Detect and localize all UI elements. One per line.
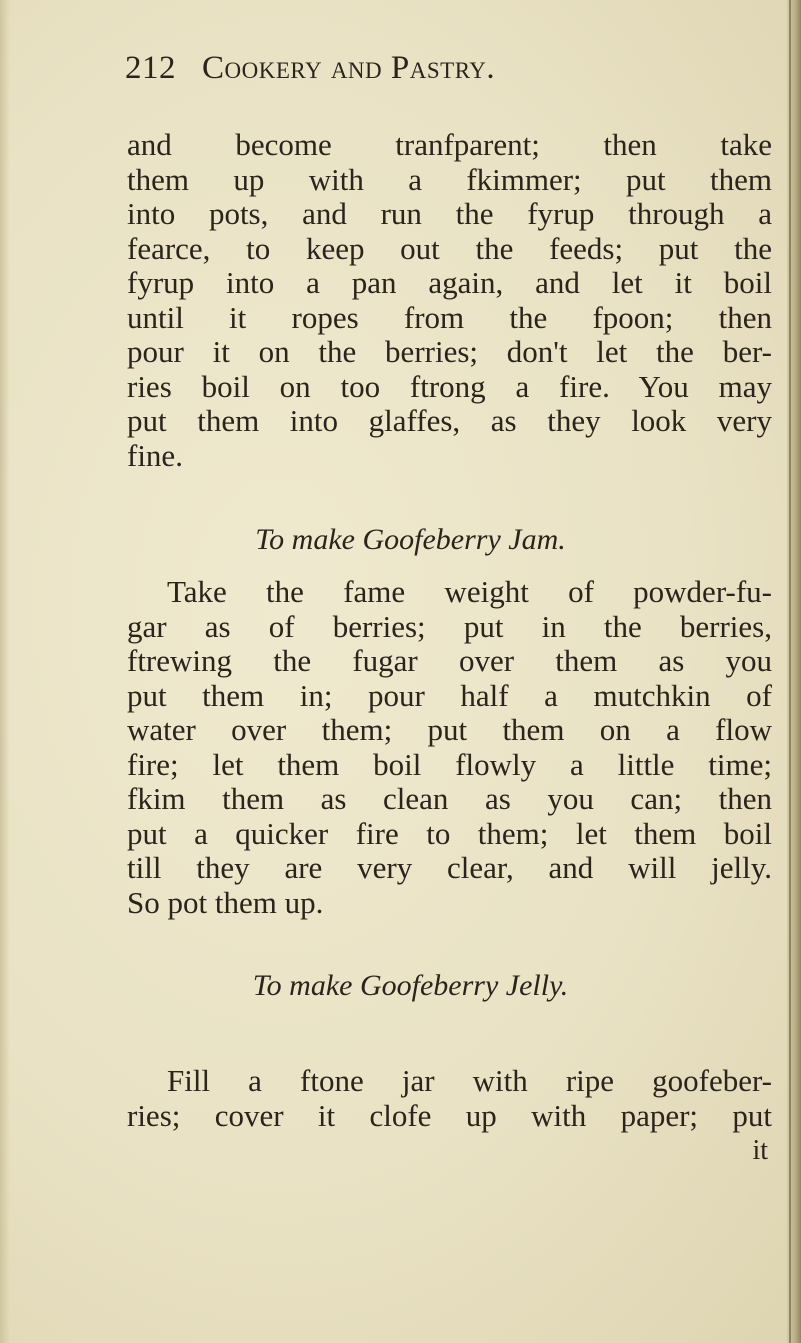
text-line: put them in; pour half a mutchkin of [127,677,772,713]
heading-text: To make Goofeberry Jelly. [252,969,569,1002]
recipe-heading-jelly [0,966,801,1006]
text-line: gar as of berries; put in the berries, [127,608,772,644]
text-line: until it ropes from the fpoon; then [127,299,772,335]
text-line: ftrewing the fugar over them as you [127,643,772,678]
text-line: So pot them up. [127,884,324,920]
page-gutter-shadow [0,0,10,1343]
page-edge-line [789,0,791,1343]
text-line: pour it on the berries; don't let the ber- [127,334,772,369]
text-line: fine. [127,437,183,473]
text-line: fkim them as clean as you can; then [127,781,772,816]
running-head [125,50,725,94]
text-line: put a quicker fire to them; let them boil [127,815,772,851]
text-line: fire; let them boil flowly a little time; [127,746,772,782]
text-line: into pots, and run the fyrup through a [127,196,772,231]
heading-text: To make Goofeberry Jam. [255,523,566,556]
text-line: put them into glaffes, as they look very [127,403,772,438]
text-line: ries; cover it clofe up with paper; put [127,1097,772,1133]
text-line: ries boil on too ftrong a fire. You may [127,368,772,404]
page-number: 212 [125,50,176,86]
catchword: it [752,1135,768,1166]
paragraph-gooseberry-jam [127,575,772,920]
text-line: them up with a fkimmer; put them [127,161,772,197]
text-line: and become tranfparent; then take [127,127,772,162]
text-line: Fill a ftone jar with ripe goofeber- [167,1063,772,1098]
text-line: Take the fame weight of powder-fu- [167,574,772,609]
text-line: fearce, to keep out the feeds; put the [127,230,772,266]
recipe-heading-jam [0,520,801,560]
text-line: water over them; put them on a flow [127,712,772,747]
paragraph-berries-syrup [127,128,772,473]
running-head-title: Cookery and Pastry. [202,50,496,86]
text-line: fyrup into a pan again, and let it boil [127,265,772,300]
paragraph-gooseberry-jelly [127,1064,772,1133]
text-line: till they are very clear, and will jelly. [127,850,772,885]
